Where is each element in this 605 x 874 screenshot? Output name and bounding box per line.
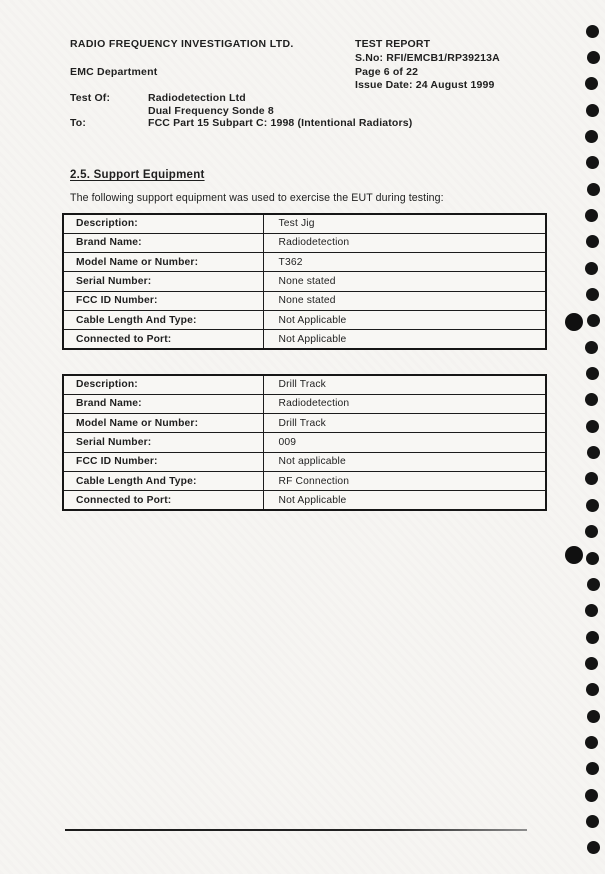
row-label: FCC ID Number: bbox=[63, 291, 263, 310]
binder-hole-dot bbox=[585, 604, 598, 617]
to-label: To: bbox=[70, 117, 86, 130]
row-label: Connected to Port: bbox=[63, 330, 263, 349]
binder-hole-dot bbox=[586, 631, 599, 644]
test-of-value-line2: Dual Frequency Sonde 8 bbox=[148, 104, 274, 117]
table-row bbox=[63, 272, 546, 291]
table-row bbox=[63, 414, 546, 433]
binder-hole-dot bbox=[585, 789, 598, 802]
row-value: Not Applicable bbox=[263, 491, 546, 510]
test-of-label-spacer bbox=[70, 105, 148, 118]
row-value: Not applicable bbox=[263, 452, 546, 471]
row-label: Description: bbox=[63, 375, 263, 394]
row-label: Connected to Port: bbox=[63, 491, 263, 510]
department-name: EMC Department bbox=[70, 66, 158, 78]
report-info-block bbox=[355, 38, 500, 93]
row-label: Description: bbox=[63, 214, 263, 233]
row-label: Brand Name: bbox=[63, 233, 263, 252]
binder-hole-dot bbox=[587, 446, 600, 459]
binder-hole-dot bbox=[587, 710, 600, 723]
binder-hole-dot bbox=[587, 314, 600, 327]
binder-hole-dot bbox=[586, 420, 599, 433]
support-equipment-table-1 bbox=[62, 213, 547, 350]
table-row bbox=[63, 330, 546, 349]
section-heading: 2.5. Support Equipment bbox=[70, 169, 205, 181]
row-value: Drill Track bbox=[263, 414, 546, 433]
table-row bbox=[63, 291, 546, 310]
binder-hole-dot bbox=[586, 235, 599, 248]
footer-divider-line bbox=[65, 829, 527, 831]
row-label: Brand Name: bbox=[63, 394, 263, 413]
binder-hole-dot bbox=[587, 841, 600, 854]
table-row bbox=[63, 452, 546, 471]
row-value: None stated bbox=[263, 291, 546, 310]
test-of-block bbox=[70, 92, 412, 130]
table-row bbox=[63, 394, 546, 413]
table-row bbox=[63, 433, 546, 452]
binder-hole-dot bbox=[585, 341, 598, 354]
test-of-row bbox=[70, 105, 412, 118]
report-serial-number: S.No: RFI/EMCB1/RP39213A bbox=[355, 51, 500, 64]
test-of-value-line1: Radiodetection Ltd bbox=[148, 92, 246, 104]
binder-hole-dot bbox=[586, 288, 599, 301]
company-name: RADIO FREQUENCY INVESTIGATION LTD. bbox=[70, 38, 294, 50]
table-row bbox=[63, 471, 546, 490]
ink-blob bbox=[565, 546, 583, 564]
row-value: Test Jig bbox=[263, 214, 546, 233]
binder-hole-dot bbox=[585, 472, 598, 485]
test-of-label: Test Of: bbox=[70, 92, 111, 104]
binder-hole-dot bbox=[586, 815, 599, 828]
binder-hole-dot bbox=[586, 683, 599, 696]
binder-hole-dot bbox=[585, 77, 598, 90]
row-value: Drill Track bbox=[263, 375, 546, 394]
row-value: Radiodetection bbox=[263, 394, 546, 413]
table-row bbox=[63, 310, 546, 329]
binder-hole-dot bbox=[586, 156, 599, 169]
ink-blob bbox=[565, 313, 583, 331]
binder-hole-dot bbox=[586, 25, 599, 38]
binder-hole-dot bbox=[585, 262, 598, 275]
row-value: T362 bbox=[263, 253, 546, 272]
table-row bbox=[63, 375, 546, 394]
binder-hole-dot bbox=[586, 762, 599, 775]
binder-hole-dot bbox=[585, 393, 598, 406]
row-label: Cable Length And Type: bbox=[63, 310, 263, 329]
table-row bbox=[63, 491, 546, 510]
binder-hole-dot bbox=[586, 499, 599, 512]
row-label: Model Name or Number: bbox=[63, 253, 263, 272]
report-issue-date: Issue Date: 24 August 1999 bbox=[355, 79, 495, 92]
row-value: Radiodetection bbox=[263, 233, 546, 252]
row-value: RF Connection bbox=[263, 471, 546, 490]
binder-hole-dot bbox=[587, 183, 600, 196]
binder-hole-dot bbox=[585, 209, 598, 222]
row-label: Model Name or Number: bbox=[63, 414, 263, 433]
row-value: Not Applicable bbox=[263, 330, 546, 349]
row-value: None stated bbox=[263, 272, 546, 291]
test-of-row bbox=[70, 92, 412, 105]
binder-hole-dot bbox=[587, 51, 600, 64]
binder-hole-dot bbox=[586, 367, 599, 380]
to-row bbox=[70, 117, 412, 130]
binder-hole-dot bbox=[585, 525, 598, 538]
binder-hole-dot bbox=[585, 657, 598, 670]
to-value: FCC Part 15 Subpart C: 1998 (Intentional Radiators) bbox=[148, 117, 413, 130]
row-label: Serial Number: bbox=[63, 433, 263, 452]
binder-hole-dot bbox=[585, 130, 598, 143]
binder-hole-dot bbox=[586, 104, 599, 117]
table-row bbox=[63, 214, 546, 233]
row-value: Not Applicable bbox=[263, 310, 546, 329]
row-label: FCC ID Number: bbox=[63, 452, 263, 471]
row-label: Serial Number: bbox=[63, 272, 263, 291]
row-label: Cable Length And Type: bbox=[63, 471, 263, 490]
binder-hole-dot bbox=[585, 736, 598, 749]
table-row bbox=[63, 253, 546, 272]
row-value: 009 bbox=[263, 433, 546, 452]
binder-hole-dot bbox=[587, 578, 600, 591]
section-intro-text: The following support equipment was used to exercise the EUT during testing: bbox=[70, 192, 444, 204]
support-equipment-table-2 bbox=[62, 374, 547, 511]
report-page-number: Page 6 of 22 bbox=[355, 65, 419, 78]
table-row bbox=[63, 233, 546, 252]
report-title: TEST REPORT bbox=[355, 38, 431, 50]
binder-hole-dot bbox=[586, 552, 599, 565]
